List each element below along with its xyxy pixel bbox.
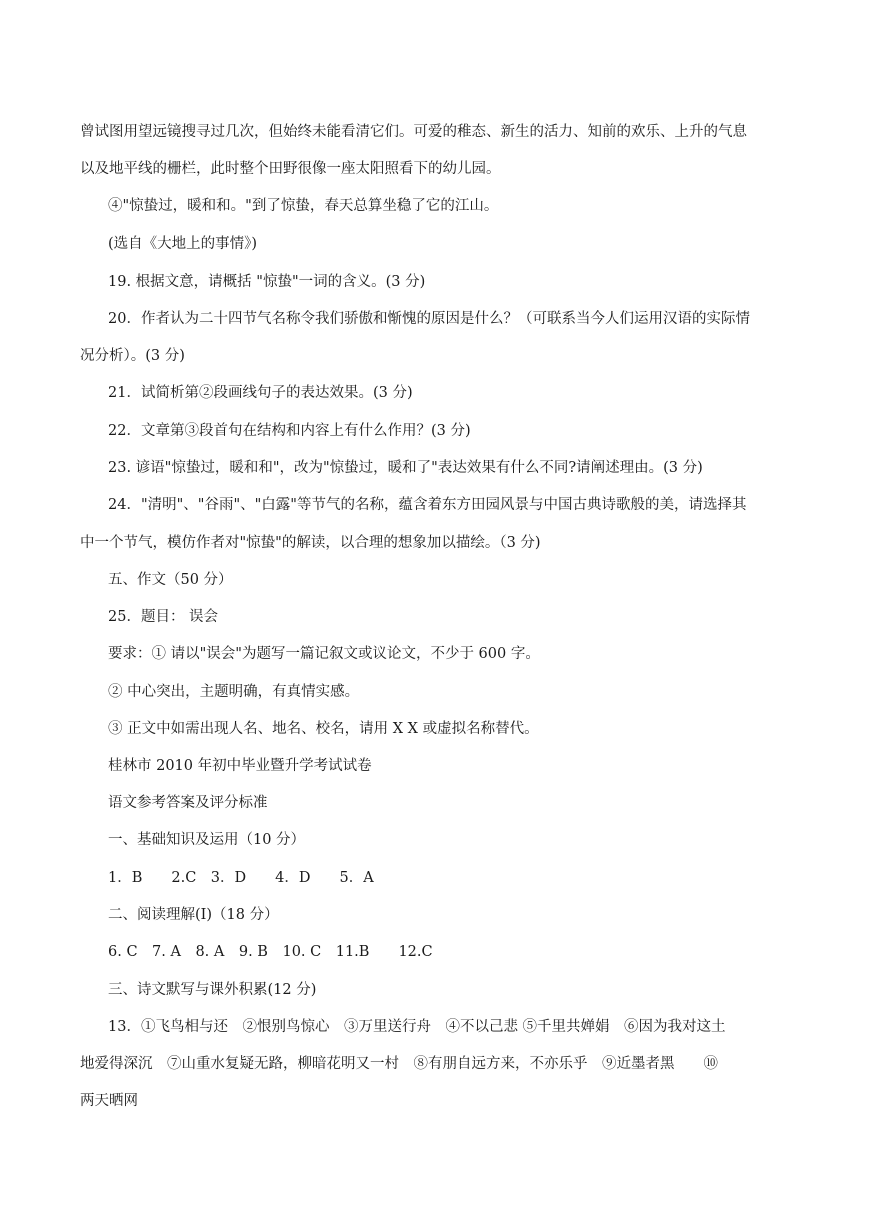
requirement-3: ③ 正文中如需出现人名、地名、校名，请用 X X 或虚拟名称替代。: [108, 721, 539, 737]
answer-section-3-heading: 三、诗文默写与课外积累(12 分): [108, 982, 317, 998]
exam-title: 桂林市 2010 年初中毕业暨升学考试试卷: [108, 758, 372, 774]
paragraph-line: 曾试图用望远镜搜寻过几次，但始终未能看清它们。可爱的稚态、新生的活力、知前的欢乐、上升的气息: [80, 124, 747, 140]
source-citation: (选自《大地上的事情》): [108, 236, 258, 252]
answer-section-2-heading: 二、阅读理解(Ⅰ)（18 分）: [108, 907, 279, 923]
answer-13: 13．①飞鸟相与还 ②恨别鸟惊心 ③万里送行舟 ④不以己悲 ⑤千里共婵娟 ⑥因为我对这土: [108, 1019, 726, 1035]
paragraph-line: ④"惊蛰过，暖和和。"到了惊蛰，春天总算坐稳了它的江山。: [108, 198, 499, 214]
question-24-continued: 中一个节气，模仿作者对"惊蛰"的解读，以合理的想象加以描绘。（3 分): [80, 535, 541, 551]
question-24: 24．"清明"、"谷雨"、"白露"等节气的名称，蕴含着东方田园风景与中国古典诗歌般的美，请选择其: [108, 497, 747, 513]
answer-section-2-answers: 6. C 7. A 8. A 9. B 10. C 11.B 12.C: [108, 944, 433, 960]
question-25-title: 25．题目： 误会: [108, 609, 219, 625]
question-23: 23. 谚语"惊蛰过，暖和和"，改为"惊蛰过，暖和了"表达效果有什么不同?请阐述理由。(3 分): [108, 460, 703, 476]
question-22: 22．文章第③段首句在结构和内容上有什么作用？(3 分): [108, 423, 471, 439]
answer-section-1-heading: 一、基础知识及运用（10 分）: [108, 832, 306, 848]
answer-13-continued: 地爱得深沉 ⑦山重水复疑无路，柳暗花明又一村 ⑧有朋自远方来，不亦乐乎 ⑨近墨者黑 ⑩: [80, 1056, 718, 1072]
answer-13-continued-2: 两天晒网: [80, 1093, 138, 1109]
question-19: 19. 根据文意，请概括 "惊蛰"一词的含义。(3 分): [108, 274, 426, 290]
paragraph-line: 以及地平线的栅栏，此时整个田野很像一座太阳照看下的幼儿园。: [80, 161, 501, 177]
answer-section-1-answers: 1．B 2.C 3．D 4．D 5．A: [108, 870, 374, 886]
question-20: 20．作者认为二十四节气名称令我们骄傲和惭愧的原因是什么？（可联系当今人们运用汉语的实际情: [108, 311, 750, 327]
section-heading-composition: 五、作文（50 分）: [108, 572, 233, 588]
question-20-continued: 况分析）。(3 分): [80, 348, 185, 364]
question-21: 21．试简析第②段画线句子的表达效果。(3 分): [108, 385, 413, 401]
requirement-2: ② 中心突出，主题明确，有真情实感。: [108, 684, 360, 700]
answer-key-title: 语文参考答案及评分标准: [108, 795, 268, 811]
requirement-1: 要求：① 请以"误会"为题写一篇记叙文或议论文，不少于 600 字。: [108, 646, 540, 662]
